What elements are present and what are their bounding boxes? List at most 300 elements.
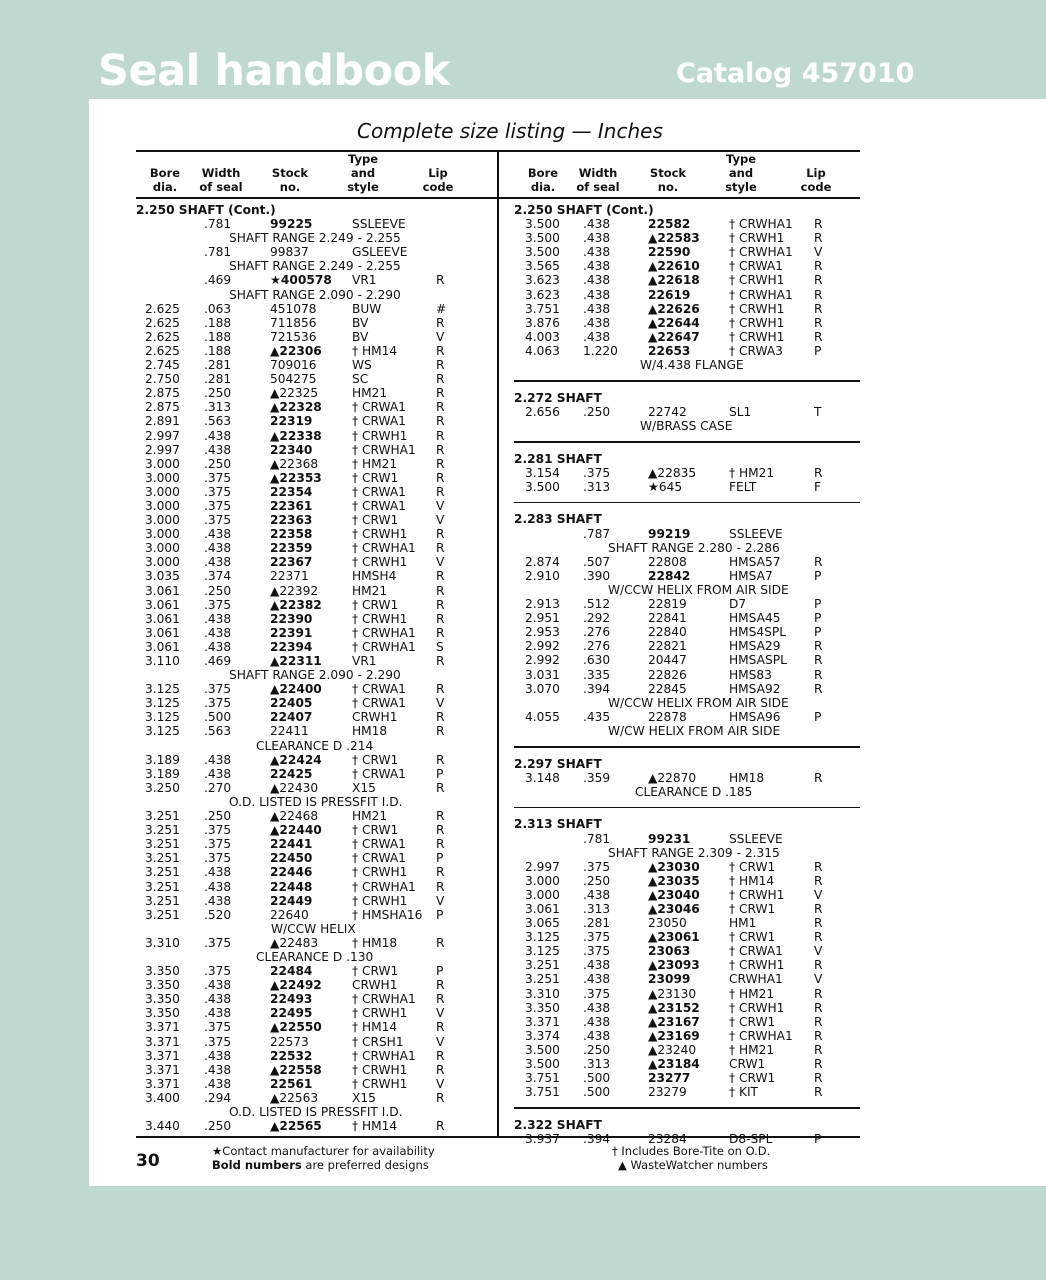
- cell-bore: 3.251: [145, 823, 180, 838]
- cell-lip: R: [814, 958, 823, 973]
- cell-stock: 23277: [648, 1071, 691, 1086]
- cell-lip: V: [436, 1076, 445, 1091]
- cell-lip: R: [814, 1057, 823, 1072]
- cell-width: .438: [204, 766, 232, 781]
- cell-width: .375: [583, 944, 611, 959]
- section-rule: [514, 441, 860, 443]
- cell-bore: 2.992: [525, 653, 560, 668]
- cell-lip: R: [436, 442, 445, 457]
- table-row: [0, 1043, 860, 1057]
- cell-lip: R: [436, 625, 445, 640]
- cell-type: † CRWA3: [729, 343, 783, 358]
- table-row: [0, 987, 860, 1001]
- hdr-stock: [265, 166, 315, 194]
- cell-lip: P: [814, 611, 822, 626]
- hdr-type: [338, 152, 388, 194]
- cell-type: † CRWHA1: [352, 879, 416, 894]
- cell-bore: 3.031: [525, 667, 560, 682]
- section-heading: [0, 1118, 860, 1132]
- cell-bore: 4.055: [525, 709, 560, 724]
- hdr-lip-right-1: Lip: [806, 166, 826, 180]
- cell-lip: R: [814, 554, 823, 569]
- table-row: [0, 888, 860, 902]
- cell-type: † CRW1: [729, 930, 776, 945]
- cell-stock: 22840: [648, 625, 687, 640]
- cell-stock: ▲22583: [648, 231, 700, 246]
- cell-stock: 22405: [270, 696, 313, 711]
- table-row: [0, 231, 860, 245]
- cell-type: † CRWA1: [352, 837, 406, 852]
- cell-type: † CRWH1: [729, 887, 785, 902]
- note-text: W/4.438 FLANGE: [640, 358, 744, 373]
- cell-bore: 3.565: [525, 259, 560, 274]
- cell-stock: 22411: [270, 724, 309, 739]
- cell-stock: 99219: [648, 526, 691, 541]
- cell-bore: 3.000: [525, 887, 560, 902]
- cell-lip: R: [814, 231, 823, 246]
- cell-type: BV: [352, 315, 369, 330]
- cell-stock: 22449: [270, 893, 313, 908]
- cell-lip: R: [436, 1119, 445, 1134]
- cell-bore: 3.154: [525, 465, 560, 480]
- cell-stock: 22407: [270, 710, 313, 725]
- cell-bore: 3.000: [145, 484, 180, 499]
- cell-width: .188: [204, 343, 232, 358]
- cell-width: .313: [583, 1057, 611, 1072]
- hdr-bore-right-1: Bore: [527, 166, 559, 180]
- cell-width: .375: [204, 498, 232, 513]
- note-text: W/CW HELIX FROM AIR SIDE: [608, 723, 781, 738]
- cell-lip: R: [814, 465, 823, 480]
- cell-lip: V: [436, 555, 445, 570]
- cell-type: † CRWH1: [729, 273, 785, 288]
- cell-bore: 3.500: [525, 479, 560, 494]
- cell-lip: R: [436, 710, 445, 725]
- cell-width: .438: [204, 1062, 232, 1077]
- cell-width: .438: [204, 527, 232, 542]
- cell-width: .438: [204, 1048, 232, 1063]
- cell-width: .375: [204, 851, 232, 866]
- cell-lip: R: [814, 873, 823, 888]
- cell-stock: 22371: [270, 569, 309, 584]
- cell-type: HMSH4: [352, 569, 397, 584]
- cell-type: † CRWH1: [729, 958, 785, 973]
- cell-type: HM21: [352, 386, 388, 401]
- hdr-lip-1: Lip: [428, 166, 448, 180]
- cell-type: HMSA45: [729, 611, 781, 626]
- cell-bore: 4.003: [525, 329, 560, 344]
- cell-lip: R: [814, 681, 823, 696]
- cell-width: .438: [204, 555, 232, 570]
- cell-lip: R: [436, 386, 445, 401]
- cell-lip: R: [814, 902, 823, 916]
- cell-type: † CRWH1: [352, 428, 408, 443]
- cell-type: † CRWHA1: [352, 442, 416, 457]
- cell-stock: ▲23061: [648, 930, 700, 945]
- cell-stock: 22640: [270, 907, 309, 922]
- hdr-lip: [413, 166, 463, 194]
- table-row: [0, 330, 860, 344]
- cell-width: .250: [583, 873, 611, 888]
- cell-bore: 3.500: [525, 1057, 560, 1072]
- cell-width: .375: [204, 597, 232, 612]
- cell-width: .394: [583, 1132, 611, 1146]
- cell-stock: ★645: [648, 479, 683, 494]
- cell-bore: 2.992: [525, 639, 560, 654]
- cell-width: .250: [204, 1119, 232, 1134]
- cell-stock: ▲23093: [648, 958, 700, 973]
- cell-lip: R: [436, 484, 445, 499]
- cell-width: .313: [204, 400, 232, 415]
- cell-bore: 3.070: [525, 681, 560, 696]
- section-heading-text: 2.297 SHAFT: [514, 756, 602, 771]
- cell-stock: 23099: [648, 972, 691, 987]
- cell-stock: 22390: [270, 611, 313, 626]
- cell-lip: R: [436, 682, 445, 697]
- cell-lip: V: [814, 972, 823, 987]
- note-text: CLEARANCE D .185: [635, 784, 753, 799]
- cell-lip: R: [436, 470, 445, 485]
- cell-width: .250: [204, 809, 232, 824]
- cell-bore: 2.910: [525, 568, 560, 583]
- cell-bore: 2.997: [525, 859, 560, 874]
- cell-width: .281: [204, 372, 232, 387]
- cell-stock: 22359: [270, 541, 313, 556]
- cell-type: † CRWHA1: [352, 541, 416, 556]
- hdr-type-right-1: Type: [725, 152, 756, 166]
- cell-width: .375: [583, 859, 611, 874]
- cell-type: † CRWH1: [352, 1062, 408, 1077]
- note-text: O.D. LISTED IS PRESSFIT I.D.: [229, 1105, 403, 1119]
- cell-type: † CRWA1: [352, 851, 406, 866]
- cell-width: .188: [204, 315, 232, 330]
- cell-bore: 2.997: [145, 428, 180, 443]
- cell-type: † CRWH1: [729, 315, 785, 330]
- cell-type: † CRWH1: [729, 301, 785, 316]
- cell-bore: 3.125: [145, 710, 180, 725]
- cell-lip: R: [436, 315, 445, 330]
- cell-type: † CRW1: [352, 513, 399, 528]
- cell-lip: R: [436, 343, 445, 358]
- cell-bore: 2.875: [145, 400, 180, 415]
- cell-type: WS: [352, 358, 372, 373]
- cell-bore: 3.310: [525, 986, 560, 1001]
- cell-stock: ▲22382: [270, 597, 322, 612]
- cell-bore: 3.876: [525, 315, 560, 330]
- cell-width: .438: [204, 442, 232, 457]
- cell-type: HM21: [352, 583, 388, 598]
- hdr-stock-2: no.: [279, 180, 301, 194]
- cell-lip: R: [814, 273, 823, 288]
- cell-bore: 3.350: [145, 978, 180, 993]
- cell-lip: R: [436, 583, 445, 598]
- note-text: SHAFT RANGE 2.309 - 2.315: [608, 845, 780, 860]
- note-text: W/CCW HELIX FROM AIR SIDE: [608, 695, 789, 710]
- cell-type: HMS4SPL: [729, 625, 787, 640]
- cell-bore: 3.061: [145, 583, 180, 598]
- cell-lip: R: [814, 667, 823, 682]
- hdr-width-right-2: of seal: [576, 180, 620, 194]
- cell-width: .438: [204, 978, 232, 993]
- cell-lip: R: [436, 597, 445, 612]
- cell-stock: ▲22400: [270, 682, 322, 697]
- cell-lip: R: [814, 287, 823, 302]
- cell-stock: ▲22870: [648, 770, 697, 785]
- cell-bore: 3.371: [145, 1062, 180, 1077]
- cell-width: .375: [583, 465, 611, 480]
- cell-stock: ▲22565: [270, 1119, 322, 1134]
- cell-bore: 3.125: [525, 930, 560, 945]
- cell-type: † CRWA1: [352, 682, 406, 697]
- note-row: [0, 358, 860, 372]
- cell-type: † CRW1: [729, 1071, 776, 1086]
- cell-lip: R: [814, 770, 823, 785]
- hdr-bore-1: Bore: [149, 166, 181, 180]
- table-row: [0, 597, 860, 611]
- cell-stock: 22842: [648, 568, 691, 583]
- note-row: [0, 583, 860, 597]
- note-text: SHAFT RANGE 2.249 - 2.255: [229, 231, 401, 246]
- cell-bore: 3.500: [525, 245, 560, 260]
- cell-width: .375: [204, 682, 232, 697]
- cell-stock: 23279: [648, 1085, 687, 1100]
- cell-bore: 3.310: [145, 935, 180, 950]
- cell-type: HM18: [352, 724, 388, 739]
- cell-bore: 3.148: [525, 770, 560, 785]
- cell-stock: 22446: [270, 865, 313, 880]
- cell-bore: 3.251: [145, 907, 180, 922]
- cell-lip: R: [436, 273, 445, 288]
- cell-type: † CRSH1: [352, 1034, 404, 1049]
- cell-lip: R: [436, 724, 445, 739]
- cell-lip: R: [814, 986, 823, 1001]
- table-row: [0, 569, 860, 583]
- cell-type: † CRW1: [729, 859, 776, 874]
- cell-width: .375: [204, 1020, 232, 1035]
- table-row: [0, 1057, 860, 1071]
- cell-lip: P: [436, 907, 444, 922]
- cell-width: .563: [204, 414, 232, 429]
- note-text: CLEARANCE D .130: [256, 949, 374, 964]
- cell-width: .063: [204, 301, 232, 316]
- cell-width: .438: [204, 992, 232, 1007]
- cell-stock: ▲23240: [648, 1042, 697, 1057]
- section-rule: [514, 502, 860, 504]
- hdr-width-right-1: Width: [578, 166, 618, 180]
- hdr-type-right-2: and: [728, 166, 754, 180]
- cell-bore: 3.500: [525, 217, 560, 232]
- table-row: [0, 245, 860, 259]
- note-text: W/BRASS CASE: [640, 418, 733, 433]
- cell-type: † CRWA1: [729, 944, 783, 959]
- cell-stock: 99225: [270, 217, 313, 232]
- cell-stock: ▲22368: [270, 456, 319, 471]
- cell-width: .294: [204, 1090, 232, 1105]
- cell-width: .438: [204, 639, 232, 654]
- brand-title: Seal handbook: [98, 46, 450, 96]
- hdr-type-3: style: [347, 180, 379, 194]
- section-heading-text: 2.313 SHAFT: [514, 817, 602, 832]
- cell-stock: 22653: [648, 343, 691, 358]
- cell-lip: P: [436, 851, 444, 866]
- cell-bore: 3.371: [145, 1034, 180, 1049]
- cell-bore: 3.000: [145, 527, 180, 542]
- cell-lip: R: [436, 456, 445, 471]
- cell-bore: 3.251: [145, 837, 180, 852]
- note-text: O.D. LISTED IS PRESSFIT I.D.: [229, 794, 403, 809]
- cell-width: .781: [583, 831, 611, 846]
- right-column: [0, 203, 860, 1146]
- cell-bore: 3.623: [525, 273, 560, 288]
- table-row: [0, 1029, 860, 1043]
- cell-bore: 3.000: [145, 470, 180, 485]
- cell-stock: ▲22610: [648, 259, 700, 274]
- cell-width: .438: [583, 329, 611, 344]
- cell-bore: 3.440: [145, 1119, 180, 1134]
- section-rule: [514, 746, 860, 748]
- cell-type: BV: [352, 329, 369, 344]
- cell-width: .281: [204, 358, 232, 373]
- cell-type: † CRWA1: [352, 696, 406, 711]
- section-heading-text: 2.283 SHAFT: [514, 512, 602, 527]
- cell-bore: 2.875: [145, 386, 180, 401]
- cell-lip: R: [436, 809, 445, 824]
- hdr-bore-right: [518, 166, 568, 194]
- cell-type: † CRWH1: [729, 1000, 785, 1015]
- cell-width: .438: [583, 887, 611, 902]
- cell-bore: 3.371: [145, 1048, 180, 1063]
- cell-stock: ▲23046: [648, 902, 700, 916]
- cell-bore: 3.350: [145, 1006, 180, 1021]
- cell-lip: V: [436, 893, 445, 908]
- footnote-preferred: [212, 1158, 435, 1172]
- table-row: [0, 1001, 860, 1015]
- cell-width: .438: [583, 958, 611, 973]
- cell-stock: ▲22328: [270, 400, 322, 415]
- cell-stock: 23063: [648, 944, 691, 959]
- cell-width: .500: [583, 1085, 611, 1100]
- hdr-width-1: Width: [201, 166, 241, 180]
- cell-stock: ▲22353: [270, 470, 322, 485]
- table-row: [0, 1085, 860, 1099]
- cell-bore: 3.374: [525, 1028, 560, 1043]
- cell-lip: V: [814, 887, 823, 902]
- cell-stock: ★400578: [270, 273, 332, 288]
- cell-lip: R: [814, 1042, 823, 1057]
- cell-lip: R: [814, 1085, 823, 1100]
- cell-type: † CRWH1: [352, 865, 408, 880]
- cell-type: † CRWH1: [352, 611, 408, 626]
- cell-lip: R: [814, 653, 823, 668]
- cell-type: SC: [352, 372, 369, 387]
- cell-bore: 3.251: [145, 879, 180, 894]
- cell-type: † CRWHA1: [352, 1048, 416, 1063]
- cell-width: .500: [204, 710, 232, 725]
- cell-width: .250: [204, 456, 232, 471]
- cell-stock: 22826: [648, 667, 687, 682]
- cell-lip: R: [814, 1028, 823, 1043]
- table-row: [0, 668, 860, 682]
- cell-width: .507: [583, 554, 611, 569]
- cell-lip: R: [436, 372, 445, 387]
- cell-stock: ▲22483: [270, 935, 319, 950]
- cell-type: † CRWA1: [352, 498, 406, 513]
- cell-lip: R: [814, 859, 823, 874]
- cell-stock: ▲22647: [648, 329, 700, 344]
- section-rule: [514, 807, 860, 809]
- cell-type: † CRWA1: [729, 259, 783, 274]
- cell-bore: 3.000: [145, 498, 180, 513]
- cell-stock: 22821: [648, 639, 687, 654]
- cell-width: .359: [583, 770, 611, 785]
- cell-type: X15: [352, 780, 376, 795]
- cell-stock: 22742: [648, 404, 687, 419]
- cell-width: .438: [204, 893, 232, 908]
- cell-lip: R: [436, 400, 445, 415]
- cell-width: .438: [204, 625, 232, 640]
- cell-type: † CRW1: [352, 823, 399, 838]
- cell-lip: R: [436, 823, 445, 838]
- cell-bore: 3.751: [525, 1085, 560, 1100]
- cell-stock: 23050: [648, 916, 687, 931]
- cell-type: HM21: [352, 809, 388, 824]
- cell-lip: R: [436, 428, 445, 443]
- cell-width: .313: [583, 479, 611, 494]
- page-number: 30: [136, 1151, 160, 1171]
- note-text: SHAFT RANGE 2.090 - 2.290: [229, 287, 401, 302]
- cell-stock: ▲22424: [270, 752, 322, 767]
- cell-type: † CRW1: [729, 1014, 776, 1029]
- cell-type: HMSA92: [729, 681, 781, 696]
- cell-bore: 3.125: [145, 682, 180, 697]
- cell-width: .787: [583, 526, 611, 541]
- cell-stock: ▲22835: [648, 465, 697, 480]
- cell-bore: 3.125: [525, 944, 560, 959]
- cell-type: † CRWH1: [352, 893, 408, 908]
- cell-width: .394: [583, 681, 611, 696]
- cell-stock: 22878: [648, 709, 687, 724]
- section-rule: [514, 380, 860, 382]
- note-row: [0, 785, 860, 799]
- cell-lip: R: [436, 780, 445, 795]
- cell-lip: R: [436, 992, 445, 1007]
- table-row: [0, 874, 860, 888]
- cell-type: HMSA57: [729, 554, 781, 569]
- cell-width: .438: [204, 611, 232, 626]
- table-row: [0, 527, 860, 541]
- cell-stock: 22619: [648, 287, 691, 302]
- cell-type: † CRWHA1: [352, 992, 416, 1007]
- cell-type: † HM14: [352, 343, 398, 358]
- cell-type: † CRWA1: [352, 400, 406, 415]
- cell-bore: 3.189: [145, 766, 180, 781]
- cell-bore: 3.500: [525, 1042, 560, 1057]
- cell-width: .375: [204, 837, 232, 852]
- cell-width: .375: [204, 696, 232, 711]
- cell-width: .438: [204, 541, 232, 556]
- cell-lip: P: [814, 597, 822, 612]
- cell-stock: ▲22392: [270, 583, 319, 598]
- cell-width: .438: [583, 1014, 611, 1029]
- cell-stock: 22394: [270, 639, 313, 654]
- cell-lip: R: [436, 541, 445, 556]
- cell-bore: 3.125: [145, 724, 180, 739]
- cell-type: HM1: [729, 916, 757, 931]
- table-row: [0, 902, 860, 916]
- cell-lip: V: [436, 1034, 445, 1049]
- cell-bore: 3.061: [145, 597, 180, 612]
- cell-width: .469: [204, 654, 232, 668]
